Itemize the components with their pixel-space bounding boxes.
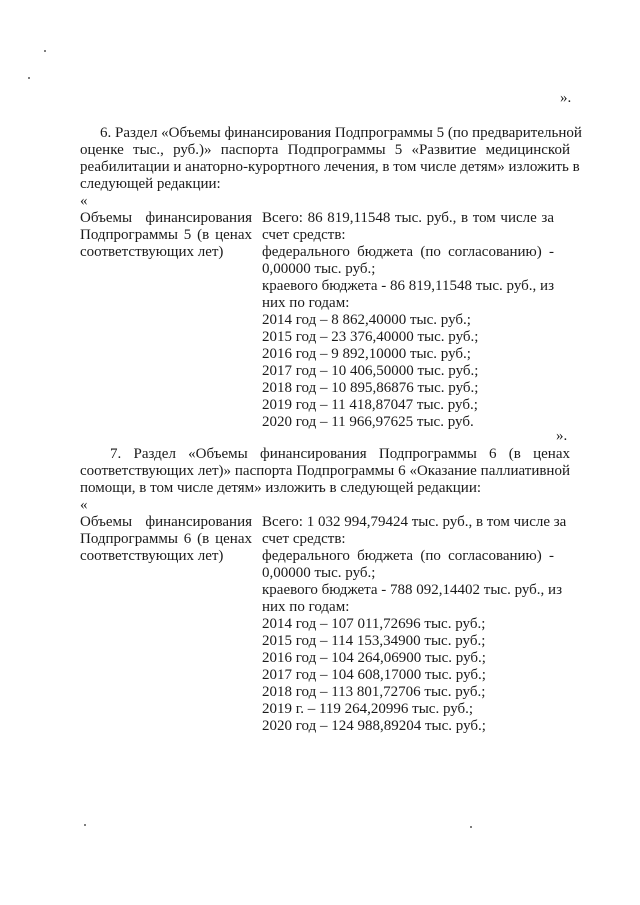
section-7-line: соответствующих лет)» паспорта Подпрограммы 6 «Оказание паллиативной bbox=[80, 463, 570, 479]
year-line: 2016 год – 104 264,06900 тыс. руб.; bbox=[262, 650, 486, 666]
value-line: них по годам: bbox=[262, 599, 350, 615]
year-line: 2014 год – 8 862,40000 тыс. руб.; bbox=[262, 312, 471, 328]
year-line: 2017 год – 10 406,50000 тыс. руб.; bbox=[262, 363, 479, 379]
value-line: федерального бюджета (по согласованию) - bbox=[262, 548, 554, 564]
section-6-line: следующей редакции: bbox=[80, 176, 221, 192]
open-quote: « bbox=[80, 497, 88, 513]
top-closing-quote: ». bbox=[560, 90, 572, 106]
open-quote: « bbox=[80, 193, 88, 209]
section-7-line: 7. Раздел «Объемы финансирования Подпрограммы 6 (в ценах bbox=[110, 446, 570, 462]
close-quote: ». bbox=[556, 428, 568, 444]
year-line: 2017 год – 104 608,17000 тыс. руб.; bbox=[262, 667, 486, 683]
scan-speck bbox=[84, 824, 86, 826]
year-line: 2015 год – 114 153,34900 тыс. руб.; bbox=[262, 633, 486, 649]
label-line: Объемы финансирования bbox=[80, 210, 252, 226]
year-line: 2015 год – 23 376,40000 тыс. руб.; bbox=[262, 329, 479, 345]
value-line: 0,00000 тыс. руб.; bbox=[262, 565, 376, 581]
section-6-line: оценке тыс., руб.)» паспорта Подпрограммы 5 «Развитие медицинской bbox=[80, 142, 570, 158]
value-line: краевого бюджета - 788 092,14402 тыс. руб., из bbox=[262, 582, 563, 598]
label-line: Объемы финансирования bbox=[80, 514, 252, 530]
value-line: счет средств: bbox=[262, 227, 346, 243]
value-line: 0,00000 тыс. руб.; bbox=[262, 261, 376, 277]
value-line: Всего: 86 819,11548 тыс. руб., в том числе за bbox=[262, 210, 554, 226]
year-line: 2018 год – 10 895,86876 тыс. руб.; bbox=[262, 380, 479, 396]
value-line: краевого бюджета - 86 819,11548 тыс. руб., из bbox=[262, 278, 554, 294]
label-line: Подпрограммы 5 (в ценах bbox=[80, 227, 252, 243]
value-line: них по годам: bbox=[262, 295, 350, 311]
label-line: Подпрограммы 6 (в ценах bbox=[80, 531, 252, 547]
value-line: Всего: 1 032 994,79424 тыс. руб., в том числе за bbox=[262, 514, 567, 530]
year-line: 2018 год – 113 801,72706 тыс. руб.; bbox=[262, 684, 486, 700]
year-line: 2016 год – 9 892,10000 тыс. руб.; bbox=[262, 346, 471, 362]
year-line: 2020 год – 124 988,89204 тыс. руб.; bbox=[262, 718, 486, 734]
value-line: федерального бюджета (по согласованию) - bbox=[262, 244, 554, 260]
year-line: 2014 год – 107 011,72696 тыс. руб.; bbox=[262, 616, 486, 632]
section-6-line: 6. Раздел «Объемы финансирования Подпрограммы 5 (по предварительной bbox=[100, 125, 582, 141]
scan-speck bbox=[44, 50, 46, 52]
year-line: 2020 год – 11 966,97625 тыс. руб. bbox=[262, 414, 474, 430]
year-line: 2019 г. – 119 264,20996 тыс. руб.; bbox=[262, 701, 474, 717]
label-line: соответствующих лет) bbox=[80, 244, 224, 260]
section-7-line: помощи, в том числе детям» изложить в следующей редакции: bbox=[80, 480, 482, 496]
scan-speck bbox=[28, 77, 30, 79]
value-line: счет средств: bbox=[262, 531, 346, 547]
section-6-line: реабилитации и анаторно-курортного лечения, в том числе детям» изложить в bbox=[80, 159, 580, 175]
label-line: соответствующих лет) bbox=[80, 548, 224, 564]
scan-speck bbox=[470, 826, 472, 828]
year-line: 2019 год – 11 418,87047 тыс. руб.; bbox=[262, 397, 478, 413]
